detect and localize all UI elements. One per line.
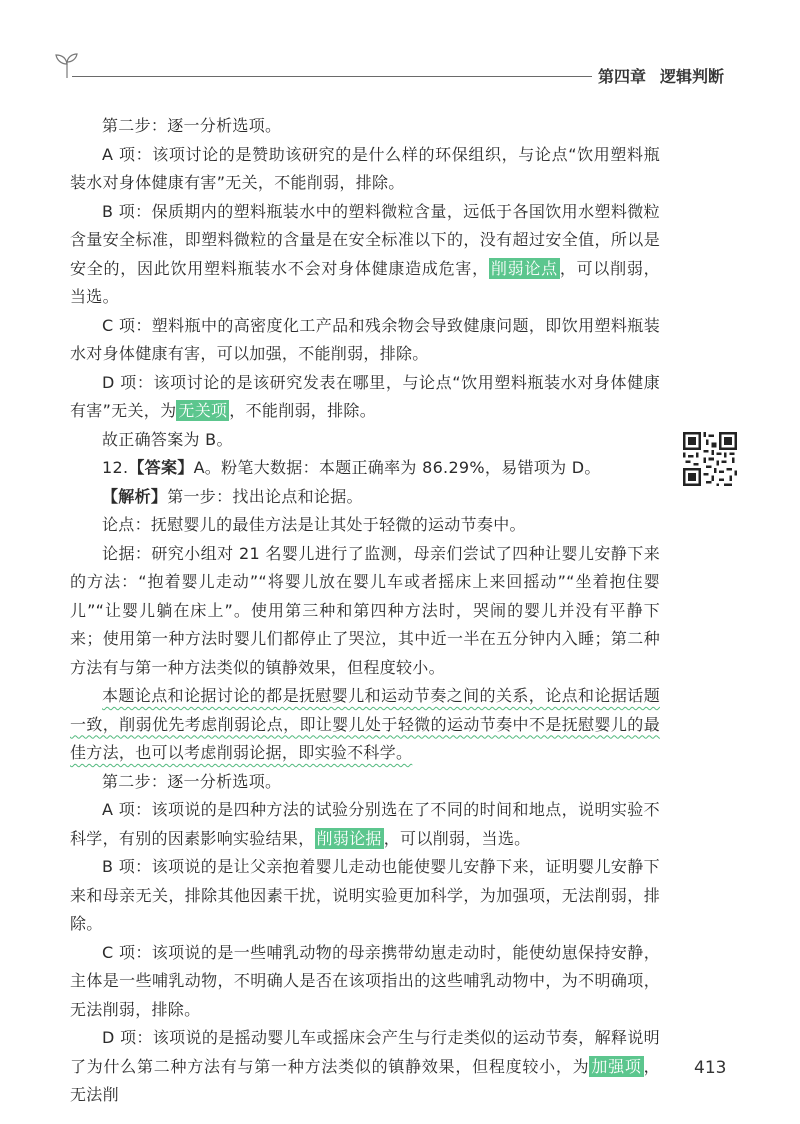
paragraph: C 项：塑料瓶中的高密度化工产品和残余物会导致健康问题，即饮用塑料瓶装水对身体健康有害，可以加强，不能削弱，排除。 [70,315,660,363]
highlight-tag: 无关项 [178,401,228,420]
paragraph-text: ，可以削弱，当选。 [70,258,660,306]
body-text [70,112,660,1110]
paragraph-text: B 项：保质期内的塑料瓶装水中的塑料微粒含量，远低于各国饮用水塑料微粒含量安全标准，即塑料微粒的含量是在安全标准以下的，没有超过安全值，所以是安全的，因此饮用塑料瓶装水不会对身体健康造成危害， [70,201,660,278]
paragraph-text: ，无法削 [70,1056,660,1104]
wavy-underlined-text: 本题论点和论据讨论的都是抚慰婴儿和运动节奏之间的关系，论点和论据话题一致，削弱优先考虑削弱论点，即让婴儿处于轻微的运动节奏中不是抚慰婴儿的最佳方法，也可以考虑削弱论据，即实验不科学。 [70,686,660,762]
chapter-number: 第四章 [598,67,647,86]
paragraph-text: A 项：该项说的是四种方法的试验分别选在了不同的时间和地点，说明实验不科学，有别的因素影响实验结果， [70,800,660,848]
paragraph: 论据：研究小组对 21 名婴儿进行了监测，母亲们尝试了四种让婴儿安静下来的方法：“抱着婴儿走动”“将婴儿放在婴儿车或者摇床上来回摇动”“坐着抱住婴儿”“让婴儿躺在床上”。使用第三种和第四种方法时，哭闹的婴儿并没有平静下来；使用第一种方法时婴儿们都停止了哭泣，其中近一半在五分钟内入睡；第二种方法有与第一种方法类似的镇静效果，但程度较小。 [70,543,660,677]
paragraph-text: ，不能削弱，排除。 [229,401,376,420]
paragraph: C 项：该项说的是一些哺乳动物的母亲携带幼崽走动时，能使幼崽保持安静，主体是一些哺乳动物，不明确人是否在该项指出的这些哺乳动物中，为不明确项，无法削弱，排除。 [70,942,660,1019]
paragraph [70,796,660,853]
qr-code-icon[interactable] [683,432,737,486]
paragraph: 第二步：逐一分析选项。 [102,771,282,791]
paragraph: 故正确答案为 B。 [102,429,233,449]
page-header [0,0,800,100]
highlight-tag: 加强项 [591,1056,642,1076]
analysis-line [70,483,660,512]
paragraph-emphasized [70,682,660,768]
analysis-text: 第一步：找出论点和论据。 [167,486,363,506]
answer-line [70,454,660,483]
question-number: 12. [102,458,129,477]
analysis-label: 【解析】 [102,486,168,506]
paragraph: B 项：该项说的是让父亲抱着婴儿走动也能使婴儿安静下来，证明婴儿安静下来和母亲无关，排除其他因素干扰，说明实验更加科学，为加强项，无法削弱，排除。 [70,857,660,933]
section-title: 逻辑判断 [660,67,725,86]
paragraph [70,1024,660,1110]
answer-label: 【答案】 [128,458,194,477]
header-rule [72,76,592,77]
highlight-tag: 削弱论点 [490,258,558,278]
paragraph-text: D 项：该项说的是摇动婴儿车或摇床会产生与行走类似的运动节奏，解释说明了为什么第二种方法有与第一种方法类似的镇静效果，但程度较小，为 [70,1028,660,1076]
page-number: 413 [694,1058,727,1078]
paragraph-text: ，可以削弱，当选。 [383,828,531,848]
answer-text: A。粉笔大数据：本题正确率为 86.29%，易错项为 D。 [193,458,601,477]
chapter-title [598,64,724,87]
highlight-tag: 削弱论据 [316,828,382,848]
paragraph [70,369,660,426]
paragraph: A 项：该项讨论的是赞助该研究的是什么样的环保组织，与论点“饮用塑料瓶装水对身体健康有害”无关，不能削弱，排除。 [70,144,660,192]
paragraph: 论点：抚慰婴儿的最佳方法是让其处于轻微的运动节奏中。 [102,515,526,534]
paragraph [70,198,660,312]
paragraph-text: D 项：该项讨论的是该研究发表在哪里，与论点“饮用塑料瓶装水对身体健康有害”无关，为 [70,372,660,420]
paragraph: 第二步：逐一分析选项。 [102,116,282,135]
